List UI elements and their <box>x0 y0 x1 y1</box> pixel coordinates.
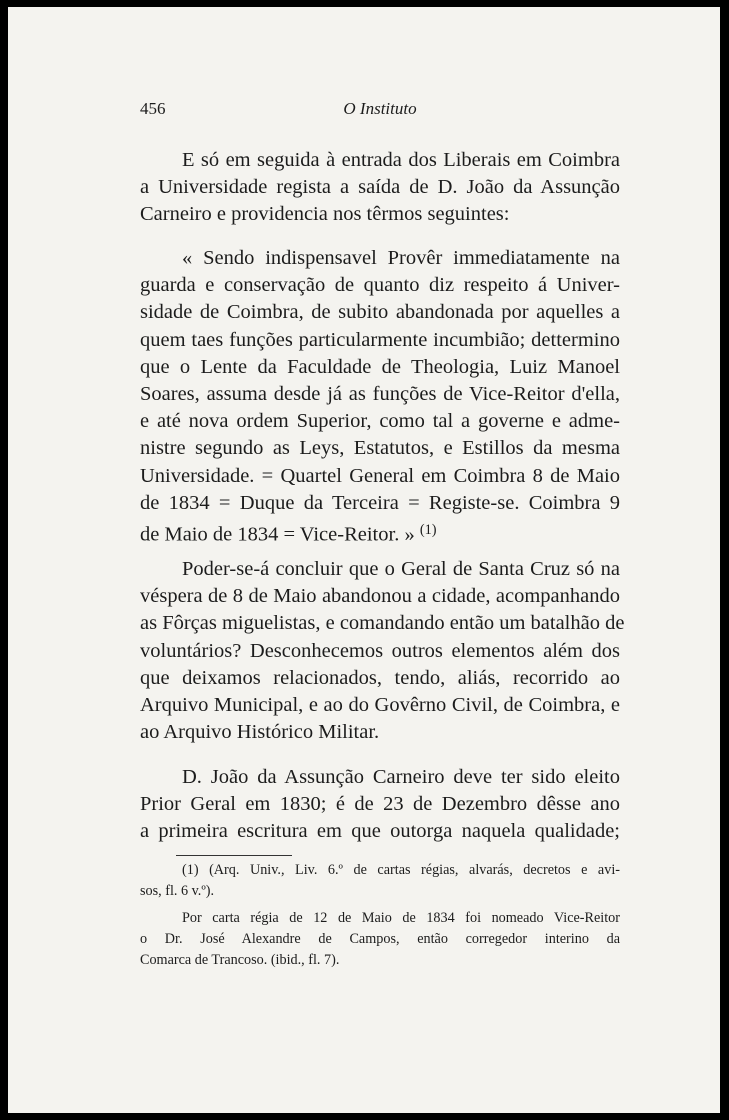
page-header <box>140 99 620 123</box>
footnote-line: Comarca de Trancoso. (ibid., fl. 7). <box>140 952 340 968</box>
text-line: E só em seguida à entrada dos Liberais em Coimbra <box>182 149 620 171</box>
paragraph-2 <box>140 556 625 746</box>
text-line: as Fôrças miguelistas, e comandando então um batalhão de <box>140 612 625 635</box>
paragraph-3 <box>140 764 620 846</box>
text-line: « Sendo indispensavel Provêr immediatamente na <box>182 247 620 269</box>
text-line: Soares, assuma desde já as funções de Vice-Reitor d'ella, <box>140 382 620 405</box>
quotation <box>140 245 620 544</box>
footnote-line: (1) (Arq. Univ., Liv. 6.º de cartas régias, alvarás, decretos e avi- <box>182 862 620 878</box>
text-line: ao Arquivo Histórico Militar. <box>140 721 380 744</box>
paragraph-1 <box>140 147 620 229</box>
text-line: a primeira escritura em que outorga naquela qualidade; <box>140 820 620 843</box>
footnote-2 <box>140 908 620 971</box>
text-line: a Universidade regista a saída de D. João da Assunção <box>140 176 620 199</box>
footnote-divider <box>176 855 292 856</box>
text-line: Carneiro e providencia nos têrmos seguintes: <box>140 203 510 226</box>
footnote-marker: (1) <box>419 521 437 538</box>
running-title: O Instituto <box>343 99 417 118</box>
footnote-1 <box>140 860 620 902</box>
text-line: que deixamos relacionados, tendo, aliás, recorrido ao <box>140 666 620 689</box>
text-line: de 1834 = Duque da Terceira = Registe-se. Coimbra 9 <box>140 491 620 514</box>
page-number: 456 <box>140 99 166 118</box>
footnote-line: Por carta régia de 12 de Maio de 1834 foi nomeado Vice-Reitor <box>182 910 620 926</box>
text-line: Universidade. = Quartel General em Coimbra 8 de Maio <box>140 464 620 487</box>
text-line: voluntários? Desconhecemos outros elementos além dos <box>140 639 620 662</box>
text-line <box>140 517 620 544</box>
text-line: e até nova ordem Superior, como tal a governe e adme- <box>140 410 620 433</box>
text-line: sidade de Coimbra, de subito abandonada por aquelles a <box>140 301 620 324</box>
book-page <box>8 7 720 1113</box>
text-line: Poder-se-á concluir que o Geral de Santa Cruz só na <box>182 558 620 580</box>
text-line: nistre segundo as Leys, Estatutos, e Estillos da mesma <box>140 437 620 460</box>
text-line: véspera de 8 de Maio abandonou a cidade, acompanhando <box>140 585 620 608</box>
quotation-closing-text: de Maio de 1834 = Vice-Reitor. » <box>140 523 415 546</box>
text-line: quem taes funções particularmente incumbião; dettermino <box>140 328 620 351</box>
footnote-line: o Dr. José Alexandre de Campos, então corregedor interino da <box>140 931 620 947</box>
text-line: Prior Geral em 1830; é de 23 de Dezembro dêsse ano <box>140 793 620 816</box>
footnote-line: sos, fl. 6 v.º). <box>140 883 215 899</box>
text-line: D. João da Assunção Carneiro deve ter sido eleito <box>182 766 620 788</box>
text-line: Arquivo Municipal, e ao do Govêrno Civil, de Coimbra, e <box>140 693 620 716</box>
text-line: guarda e conservação de quanto diz respeito á Univer- <box>140 274 620 297</box>
text-line: que o Lente da Faculdade de Theologia, Luiz Manoel <box>140 355 620 378</box>
